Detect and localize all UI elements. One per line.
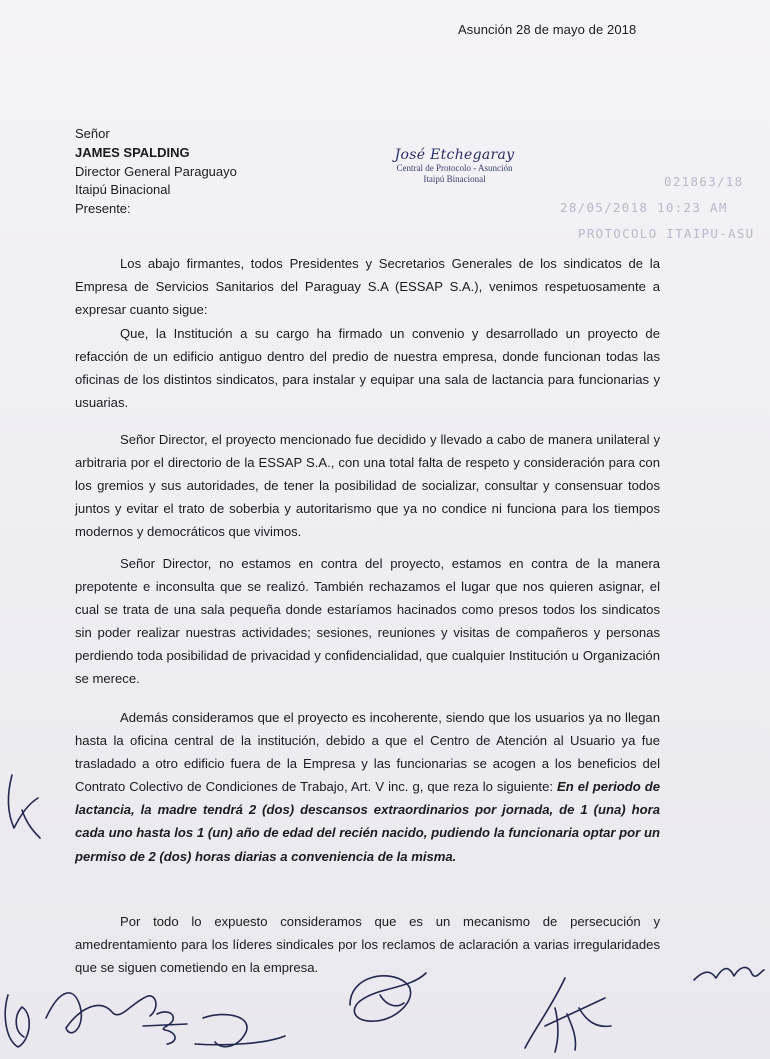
paragraph-text <box>75 706 660 868</box>
paragraph-lead: Además consideramos que el proyecto es incoherente, siendo que los usuarios ya no llegan hasta la oficina central de la institución, debido a que el Centro de Atención al Usuario ya fue trasladado a otro edificio fuera de la Empresa y las funcionarias se acogen a los beneficios del Contrato Colectivo de Condiciones de Trabajo, Art. V inc. g, que reza lo siguiente: <box>75 710 660 795</box>
paragraph-intro <box>75 252 660 321</box>
letter-date: Asunción 28 de mayo de 2018 <box>458 22 637 37</box>
paragraph-text: Señor Director, no estamos en contra del proyecto, estamos en contra de la manera prepotente e inconsulta que se realizó. También rechazamos el lugar que nos quieren asignar, el cual se trata de una sala pequeña donde estaríamos hacinados como presos todos los sindicatos sin poder realizar nuestras actividades; sesiones, reuniones y visitas de compañeros y personas perdiendo toda posibilidad de privacidad y confidencialidad, que cualquier Institución u Organización se merece. <box>75 556 660 687</box>
recipient-name: JAMES SPALDING <box>75 144 190 160</box>
signature-5 <box>690 950 768 990</box>
signature-mark-bottom-left <box>0 985 40 1055</box>
stamp-line-1: Central de Protocolo - Asunción <box>396 163 513 173</box>
reception-stamp <box>382 147 527 185</box>
paragraph-text: Que, la Institución a su cargo ha firmado un convenio y desarrollado un proyecto de refacción de un edificio antiguo dentro del predio de nuestra empresa, donde funcionan todas las oficinas de los distintos sindicatos, para instalar y equipar una sala de lactancia para funcionarias y usuarias. <box>75 326 660 411</box>
recipient-closing: Presente: <box>75 201 131 217</box>
paragraph-text: Los abajo firmantes, todos Presidentes y Secretarios Generales de los sindicatos de la Empresa de Servicios Sanitarios del Paraguay S.A (ESSAP S.A.), venimos respetuosamente a expresar cuanto sigue: <box>75 256 660 318</box>
recipient-block <box>75 125 237 219</box>
protocol-label: PROTOCOLO ITAIPU-ASU <box>578 226 755 241</box>
paragraph-text: Por todo lo expuesto consideramos que es un mecanismo de persecución y amedrentamiento para los líderes sindicales por los reclamos de aclaración a varias irregularidades que se siguen cometiendo en la empresa. <box>75 914 660 976</box>
protocol-number: 021863/18 <box>664 174 744 189</box>
signature-3 <box>330 965 450 1030</box>
paragraph-text: Señor Director, el proyecto mencionado fue decidido y llevado a cabo de manera unilateral y arbitraria por el directorio de la ESSAP S.A., con una total falta de respeto y consideración para con los gremios y sus autoridades, de tener la posibilidad de socializar, consultar y consensuar todos juntos y evitar el trato de soberbia y autoritarismo que ya no condice ni funciona para los tiempos modernos y democráticos que vivimos. <box>75 432 660 540</box>
recipient-title: Director General Paraguayo <box>75 163 237 179</box>
recipient-salutation: Señor <box>75 126 110 141</box>
paragraph-objection <box>75 552 660 691</box>
recipient-organization: Itaipú Binacional <box>75 182 171 198</box>
paragraph-incoherent <box>75 706 660 868</box>
stamp-name: José Etchegaray <box>394 147 515 163</box>
signature-4 <box>515 968 625 1058</box>
signature-mark-left-margin <box>2 770 44 850</box>
paragraph-project <box>75 322 660 414</box>
protocol-timestamp: 28/05/2018 10:23 AM <box>560 200 728 215</box>
paragraph-unilateral <box>75 428 660 543</box>
contract-quote: En el periodo de lactancia, la madre tendrá 2 (dos) descansos extraordinarios por jornada, de 1 (una) hora cada uno hasta los 1 (un) año de edad del recién nacido, pudiendo la funcionaria optar por un permiso de 2 (dos) horas diarias a conveniencia de la misma. <box>75 779 660 864</box>
signature-2 <box>135 1000 295 1055</box>
stamp-line-2: Itaipú Binacional <box>423 174 486 184</box>
